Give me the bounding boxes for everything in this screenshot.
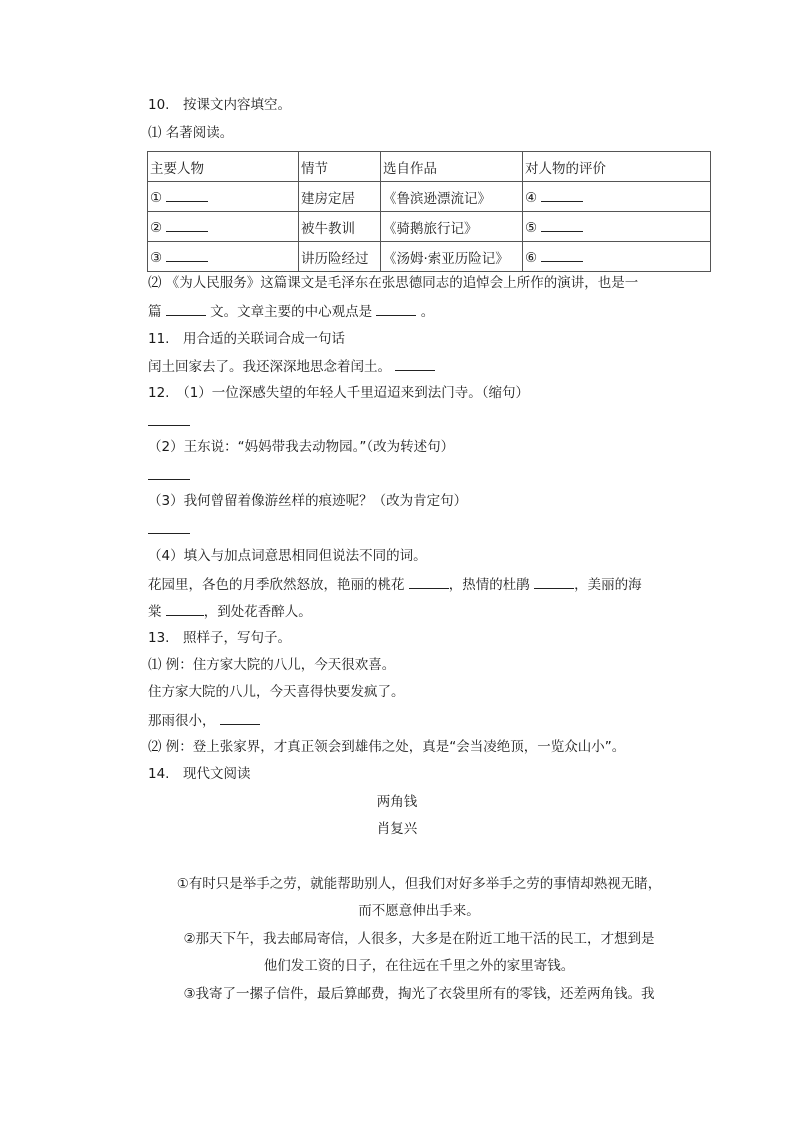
table-row [148,182,711,212]
answer-blank[interactable] [148,412,190,426]
cell-work: 《骑鹅旅行记》 [381,212,523,242]
q13-exercise1: 那雨很小， [148,711,260,730]
cell-person: ② [148,212,299,242]
answer-blank[interactable] [220,711,260,725]
table-row [148,212,711,242]
header-plot: 情节 [299,152,381,182]
novels-table [147,151,711,272]
cell-work: 《鲁滨逊漂流记》 [381,182,523,212]
header-evaluation: 对人物的评价 [523,152,711,182]
answer-blank[interactable] [166,188,208,202]
answer-blank[interactable] [541,188,583,202]
q10-part1: ⑴ 名著阅读。 [148,125,234,141]
answer-blank[interactable] [166,218,208,232]
q11-sentence: 闰土回家去了。我还深深地思念着闰土。 [148,357,435,376]
q11-title: 11. 用合适的关联词合成一句话 [148,331,345,347]
q10-part2-line2: 篇 文。文章主要的中心观点是 。 [148,304,435,320]
cell-plot: 被牛教训 [299,212,381,242]
answer-blank[interactable] [534,575,574,589]
cell-evaluation: ⑤ [523,212,711,242]
table-header-row [148,152,711,182]
cell-person: ③ [148,242,299,272]
answer-blank[interactable] [409,575,449,589]
cell-evaluation: ④ [523,182,711,212]
q12-part1-answer [148,412,190,431]
cell-person: ① [148,182,299,212]
q13-example2: ⑵ 例：登上张家界，才真正领会到雄伟之处，真是“会当凌绝顶，一览众山小”。 [148,739,626,755]
q12-part3: （3）我何曾留着像游丝样的痕迹呢？（改为肯定句） [148,493,468,509]
cell-plot: 建房定居 [299,182,381,212]
table-row [148,242,711,272]
paragraph-2-line2: 他们发工资的日子，在往远在千里之外的家里寄钱。 [263,958,575,974]
cell-evaluation: ⑥ [523,242,711,272]
answer-blank[interactable] [166,302,206,316]
q13-title: 13. 照样子，写句子。 [148,630,291,646]
answer-blank[interactable] [541,248,583,262]
q12-part3-answer [148,520,190,539]
article-title: 两角钱 [376,794,418,810]
answer-blank[interactable] [148,520,190,534]
q12-part2-answer [148,466,190,485]
q12-part4: （4）填入与加点词意思相同但说法不同的词。 [148,548,427,564]
answer-blank[interactable] [541,218,583,232]
q12-part2: （2）王东说：“妈妈带我去动物园。”（改为转述句） [148,439,455,455]
article-author: 肖复兴 [376,821,418,837]
q12-part4-line2: 棠 ，到处花香醉人。 [148,604,312,620]
paragraph-3-line1: ③我寄了一摞子信件，最后算邮费，掏光了衣袋里所有的零钱，还差两角钱。我 [183,986,655,1002]
answer-blank[interactable] [166,248,208,262]
paragraph-2-line1: ②那天下午，我去邮局寄信，人很多，大多是在附近工地干活的民工，才想到是 [183,931,655,947]
paragraph-1-line2: 而不愿意伸出手来。 [358,903,480,919]
q12-part1: 12. （1）一位深感失望的年轻人千里迢迢来到法门寺。（缩句） [148,385,530,401]
q12-part4-line1: 花园里，各色的月季欣然怒放，艳丽的桃花 ，热情的杜鹃 ，美丽的海 [148,577,642,593]
q14-title: 14. 现代文阅读 [148,766,251,782]
cell-plot: 讲历险经过 [299,242,381,272]
q13-example1: ⑴ 例：住方家大院的八儿，今天很欢喜。 [148,657,396,673]
header-person: 主要人物 [148,152,299,182]
answer-blank[interactable] [148,466,190,480]
answer-blank[interactable] [395,357,435,371]
q10-title: 10. 按课文内容填空。 [148,97,291,113]
header-work: 选自作品 [381,152,523,182]
q13-example1-model: 住方家大院的八儿，今天喜得快要发疯了。 [148,684,405,700]
q10-part2-line1: ⑵ 《为人民服务》这篇课文是毛泽东在张思德同志的追悼会上所作的演讲，也是一 [148,275,639,291]
cell-work: 《汤姆·索亚历险记》 [381,242,523,272]
answer-blank[interactable] [166,602,204,616]
paragraph-1-line1: ①有时只是举手之劳，就能帮助别人，但我们对好多举手之劳的事情却熟视无睹， [176,876,662,892]
answer-blank[interactable] [376,302,416,316]
